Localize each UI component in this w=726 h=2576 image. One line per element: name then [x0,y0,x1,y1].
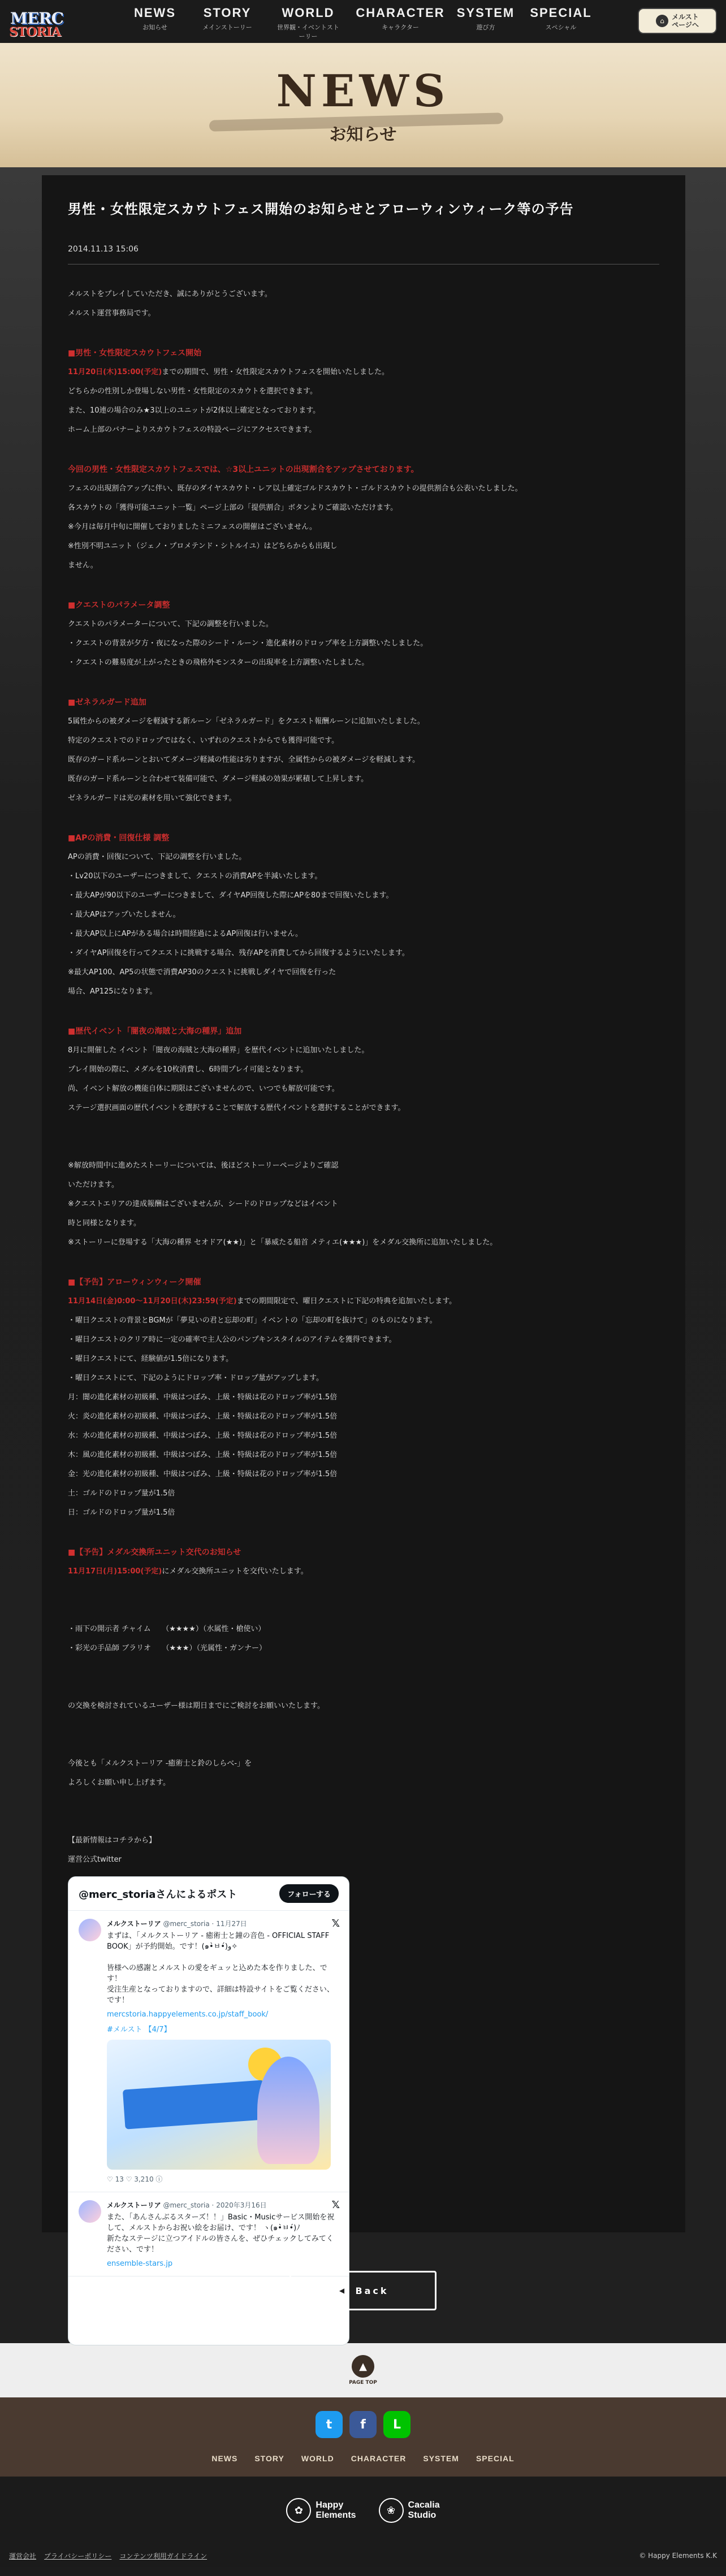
global-nav [130,6,610,41]
section-body: APの消費・回復について、下記の調整を行いました。 ・Lv20以下のユーザーにつきまして、クエストの消費APを半減いたします。 ・最大APが90以下のユーザーにつきまして、ダイヤAP回復した際にAPを80まで回復いたします。 ・最大APはアップいたしません。 ・最大AP以上にAPがある場合は時間経過によるAP回復は行いません。 ・ダイヤAP回復を行ってクエストに挑戦する場合、残存APを消費してから回復するようにいたします。 ※最大AP100、AP5の状態で消費AP30のクエストに挑戦しダイヤで回復を行った 場合、AP125になります。 [68,853,409,996]
partner-logos [0,2477,726,2544]
section-heading: ■APの消費・回復仕様 調整 [68,834,170,843]
section-body: までの期間で、男性・女性限定スカウトフェスを開始いたしました。 どちらかの性別しか登場しない男性・女性限定のスカウトを選択できます。 また、10連の場合のみ★3以上のユニットが2体以上確定となっております。 ホーム上部のバナーよりスカウトフェスの特設ページにアクセスできます。 [68,368,390,434]
back-arrow-icon: ◀ [337,2285,348,2296]
article-date: 2014.11.13 15:06 [68,245,139,254]
line-icon[interactable]: L [383,2411,410,2438]
highlight-date: 11月20日(木)15:00(予定) [68,368,162,376]
tweet-actions[interactable]: ♡ 13 ♡ 3,210 ⓘ [107,2175,163,2183]
section-heading: ■ゼネラルガード追加 [68,698,146,707]
avatar[interactable] [79,2200,101,2223]
home-icon: ⌂ [656,15,668,27]
hashtag-link[interactable]: #メルスト 【4/7】 [107,2026,171,2034]
tweet-image[interactable] [107,2040,331,2170]
game-logo[interactable]: MERC STORIA [9,9,63,40]
follow-button[interactable]: フォローする [279,1884,339,1903]
footer-nav-character[interactable]: CHARACTER [351,2454,407,2463]
page-subtitle: お知らせ [329,124,397,145]
tweet[interactable]: 𝕏 メルクストーリア @merc_storia · 2020年3月16日 また、「あんさんぶるスターズ！！」Basic・Musicサービス開始を祝して、メルストからお祝い絵をお届け、です！ ヽ(๑•̀ㅂ•́)ﾉ 新たなステージに立つアイドルの皆さんを、ぜひチェックしてみてください、です！ ensemble-stars.jp [68,2192,349,2276]
footer [0,2397,726,2477]
section-body: フェスの出現割合アップに伴い、既存のダイヤスカウト・レア以上確定ゴルドスカウト・ゴルドスカウトの提供割合も公表いたしました。 各スカウトの「獲得可能ユニット一覧」ページ上部の「提供割合」ボタンよりご確認いただけます。 ※今月は毎月中旬に開催しておりましたミニフェスの開催はございません。 ※性別不明ユニット（ジェノ・プロメテンド・シトルイユ）はどちらからも出現し ません。 [68,484,522,570]
section-body: 5属性からの被ダメージを軽減する新ルーン「ゼネラルガード」をクエスト報酬ルーンに追加いたしました。 特定のクエストでのドロップではなく、いずれのクエストからでも獲得可能です。 既存のガード系ルーンとおいてダメージ軽減の性能は劣りますが、全属性からの被ダメージを軽減します。 既存のガード系ルーンと合わせて装備可能で、ダメージ軽減の効果が累積して上昇します。 ゼネラルガードは光の素材を用いて強化できます。 [68,717,425,803]
section-heading: ■【予告】メダル交換所ユニット交代のお知らせ [68,1548,241,1557]
social-links [316,2411,410,2438]
tweet[interactable]: 𝕏 メルクストーリア @merc_storia · 11月27日 まずは、「メルクストーリア - 癒術士と鐘の音色 - OFFICIAL STAFF BOOK」が予約開始。です！(๑•̀ㅂ•́)و✧ 皆様への感謝とメルストの愛をギュッと込めた本を作りました、です！ 受注生産となっておりますので、詳細は特設サイトをご覧ください、です！ mercstoria.happyelements.co.jp/staff_book/ #メルスト 【4/7】 ♡ 13 ♡ 3,210 ⓘ [68,1911,349,2192]
footer-nav-special[interactable]: SPECIAL [476,2454,515,2463]
nav-system[interactable]: SYSTEM 遊び方 [456,6,515,31]
nav-character[interactable]: CHARACTER キャラクター [356,6,445,31]
page-hero [0,43,726,167]
news-article [42,175,685,2268]
back-button[interactable]: ◀ Back [289,2271,437,2310]
article-title: 男性・女性限定スカウトフェス開始のお知らせとアローウィンウィーク等の予告 [68,201,574,217]
x-logo-icon: 𝕏 [331,1918,340,1929]
nav-special[interactable]: SPECIAL スペシャル [530,6,592,31]
cacalia-mark-icon: ❀ [379,2498,404,2523]
section-heading: ■歴代イベント「闇夜の海賊と大海の種界」追加 [68,1027,242,1036]
embed-header: @merc_storiaさんによるポスト [79,1888,237,1901]
promo-banner [123,2080,266,2129]
tweet-text: また、「あんさんぶるスターズ！！」Basic・Musicサービス開始を祝して、メルストからお祝い絵をお届け、です！ ヽ(๑•̀ㅂ•́)ﾉ 新たなステージに立つアイドルの皆さんを、ぜひチェックしてみてください、です！ [107,2213,335,2254]
footer-nav-world[interactable]: WORLD [301,2454,334,2463]
footer-nav-story[interactable]: STORY [254,2454,284,2463]
up-arrow-icon: ▲ [352,2355,374,2378]
article-intro: メルストをプレイしていただき、誠にありがとうございます。 メルスト運営事務局です。 [68,290,272,318]
company-link[interactable]: 運営会社 [9,2552,37,2560]
tweet-link[interactable]: mercstoria.happyelements.co.jp/staff_book/ [107,2010,269,2019]
nav-news[interactable]: NEWS お知らせ [134,6,176,31]
nav-story[interactable]: STORY メインストーリー [202,6,252,31]
privacy-policy-link[interactable]: プライバシーポリシー [44,2552,112,2560]
page-top-button[interactable]: ▲ PAGE TOP [0,2343,726,2397]
character-illustration [257,2057,319,2164]
cacalia-studio-logo[interactable]: ❀ Cacalia Studio [379,2498,440,2523]
facebook-icon[interactable]: f [349,2411,377,2438]
store-page-button[interactable]: ⌂ メルスト ページへ [638,8,717,34]
footer-nav [211,2454,514,2463]
twitter-icon[interactable]: t [316,2411,343,2438]
main-content [0,167,726,2343]
section-body: にメダル交換所ユニットを交代いたします。 ・雨下の開示者 チャイム （★★★★）（水属性・槍使い） ・彩光の手品師 ブラリオ （★★★）（光属性・ガンナー） の交換を検討されているユーザー様は期日までにご検討をお願いいたします。 今後とも「メルクストーリア -癒術士と鈴のしらべ-」を よろしくお願い申し上げます。 【最新情報はコチラから】 運営公式twitter [68,1567,325,1864]
footer-nav-system[interactable]: SYSTEM [423,2454,459,2463]
section-body: クエストのパラメーターについて、下記の調整を行いました。 ・クエストの背景が夕方・夜になった際のシード・ルーン・進化素材のドロップ率を上方調整いたしました。 ・クエストの難易度が上がったときの飛格外モンスターの出現率を上方調整いたしました。 [68,620,428,667]
section-heading: ■男性・女性限定スカウトフェス開始 [68,349,202,358]
avatar[interactable] [79,1919,101,1941]
top-bar [0,0,726,43]
copyright: © Happy Elements K.K [639,2552,717,2560]
highlight-date: 11月17日(月)15:00(予定) [68,1567,162,1576]
highlight-date: 11月14日(金)0:00〜11月20日(木)23:59(予定) [68,1297,237,1306]
tweet-text: まずは、「メルクストーリア - 癒術士と鐘の音色 - OFFICIAL STAFF BOOK」が予約開始。です！(๑•̀ㅂ•́)و✧ 皆様への感謝とメルストの愛をギュッと込めた本を作りました、です！ 受注生産となっておりますので、詳細は特設サイトをご覧ください、です！ [107,1932,334,2005]
section-body: 8月に開催した イベント「闇夜の海賊と大海の種界」を歴代イベントに追加いたしました。 プレイ開始の際に、メダルを10枚消費し、6時間プレイ可能となります。 尚、イベント解放の機能自体に期限はございませんので、いつでも解放可能です。 ステージ選択画面の歴代イベントを選択することで解放する歴代イベントを選択することができます。 ※解放時間中に進めたストーリーについては、後ほどストーリーページよりご確認 いただけます。 ※クエストエリアの達成報酬はございませんが、シードのドロップなどはイベント 時と同様となります。 ※ストーリーに登場する「大海の種界 セオドア(★★)」と「暴威たる船首 メティエ(★★★)」をメダル交換所に追加いたしました。 [68,1046,498,1247]
tweet-link[interactable]: ensemble-stars.jp [107,2260,173,2268]
section-heading: 今回の男性・女性限定スカウトフェスでは、☆3以上ユニットの出現割合をアップさせております。 [68,465,419,474]
content-guideline-link[interactable]: コンテンツ利用ガイドライン [119,2552,208,2560]
x-logo-icon: 𝕏 [331,2199,340,2211]
section-heading: ■【予告】アローウィンウィーク開催 [68,1278,201,1287]
page-title: NEWS [276,65,450,117]
happy-elements-mark-icon: ✿ [286,2498,311,2523]
footer-nav-news[interactable]: NEWS [211,2454,238,2463]
happy-elements-logo[interactable]: ✿ Happy Elements [286,2498,356,2523]
nav-world[interactable]: WORLD 世界観・イベントストーリー [277,6,339,40]
legal-bar [0,2544,726,2567]
section-body: までの期間限定で、曜日クエストに下記の特典を追加いたします。 ・曜日クエストの背景とBGMが「夢見いの君と忘却の町」イベントの「忘却の町を抜けて」のものになります。 ・曜日クエストのクリア時に一定の確率で主人公のパンプキンスタイルのアイテムを獲得できます。 ・曜日クエストにて、経験値が1.5倍になります。 ・曜日クエストにて、下記のようにドロップ率・ドロップ量がアップします。 月：闇の進化素材の初級種、中級はつぼみ、上級・特級は花のドロップ率が1.5倍 火：炎の進化素材の初級種、中級はつぼみ、上級・特級は花のドロップ率が1.5倍 水：水の進化素材の初級種、中級はつぼみ、上級・特級は花のドロップ率が1.5倍 木：風の進化素材の初級種、中級はつぼみ、上級・特級は花のドロップ率が1.5倍 金：光の進化素材の初級種、中級はつぼみ、上級・特級は花のドロップ率が1.5倍 土：ゴルドのドロップ量が1.5倍 日：ゴルドのドロップ量が1.5倍 [68,1297,457,1517]
section-heading: ■クエストのパラメータ調整 [68,601,170,610]
